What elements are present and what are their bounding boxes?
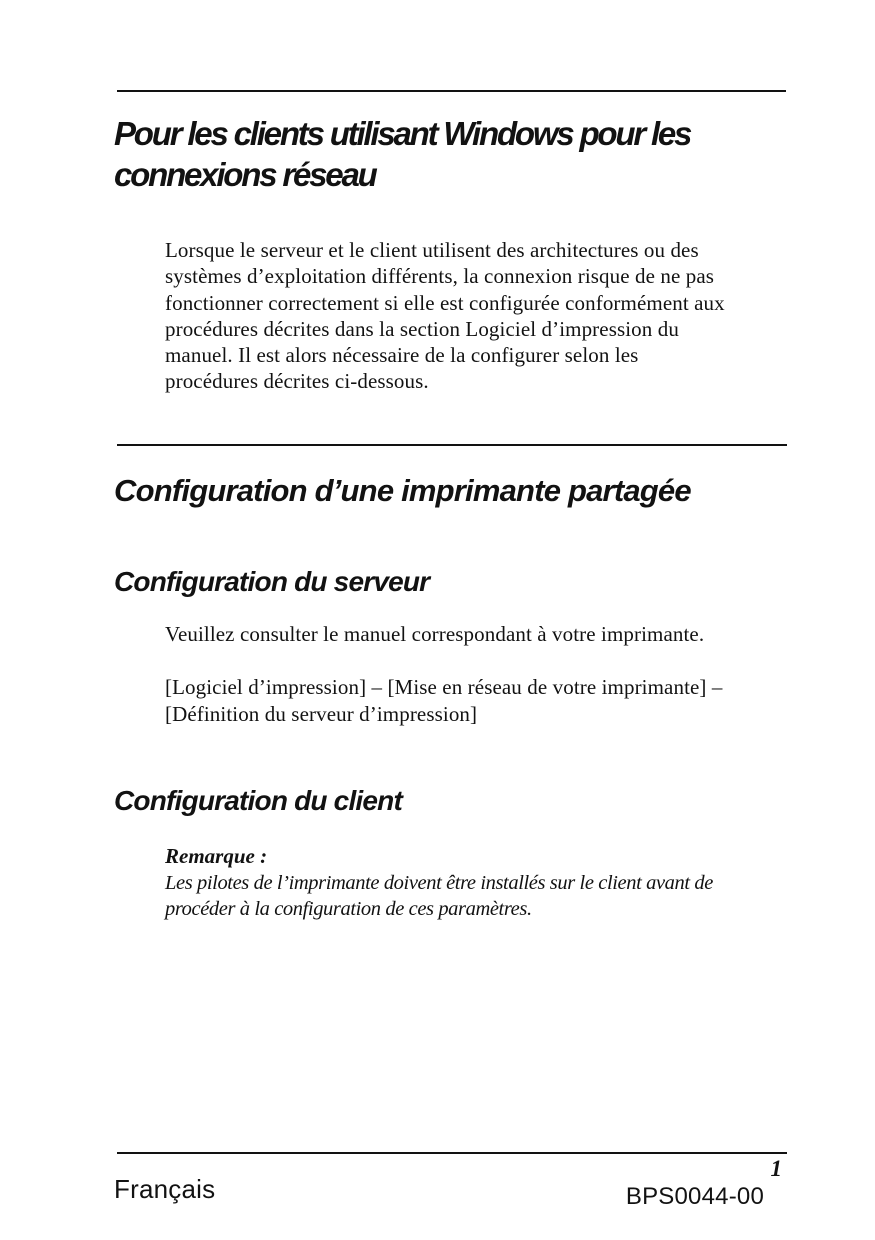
note-label: Remarque : <box>165 844 268 868</box>
section-heading-shared-printer: Configuration d’une imprimante partagée <box>114 472 691 508</box>
page-title <box>114 113 834 195</box>
note-line: Les pilotes de l’imprimante doivent être installés sur le client avant de <box>165 871 713 894</box>
intro-line: Lorsque le serveur et le client utilisent des architectures ou des <box>165 238 699 262</box>
footer-divider <box>117 1152 787 1154</box>
server-paragraph: Veuillez consulter le manuel correspondant à votre imprimante. <box>165 622 705 646</box>
page-number: 1 <box>770 1156 782 1181</box>
intro-line: procédures décrites dans la section Logiciel d’impression du <box>165 316 679 341</box>
page-title-line: connexions réseau <box>114 156 376 194</box>
footer-language-label: Français <box>114 1174 216 1204</box>
note-line: procéder à la configuration de ces paramètres. <box>165 898 532 920</box>
section-divider <box>117 444 787 446</box>
page-title-line: Pour les clients utilisant Windows pour les <box>114 115 691 153</box>
intro-line: fonctionner correctement si elle est configurée conformément aux <box>165 290 725 315</box>
footer-document-code: BPS0044-00 <box>625 1183 764 1210</box>
intro-line: manuel. Il est alors nécessaire de la configurer selon les <box>165 343 639 368</box>
intro-line: procédures décrites ci-dessous. <box>165 369 429 394</box>
intro-line: systèmes d’exploitation différents, la connexion risque de ne pas <box>165 264 715 289</box>
server-reference-line: [Définition du serveur d’impression] <box>165 702 478 726</box>
intro-paragraph <box>165 237 825 395</box>
note-body <box>165 870 825 923</box>
server-reference-path <box>165 674 825 728</box>
server-reference-line: [Logiciel d’impression] – [Mise en réseau de votre imprimante] – <box>165 675 723 699</box>
subsection-heading-server: Configuration du serveur <box>114 566 430 597</box>
top-divider <box>117 90 786 92</box>
subsection-heading-client: Configuration du client <box>114 785 403 816</box>
